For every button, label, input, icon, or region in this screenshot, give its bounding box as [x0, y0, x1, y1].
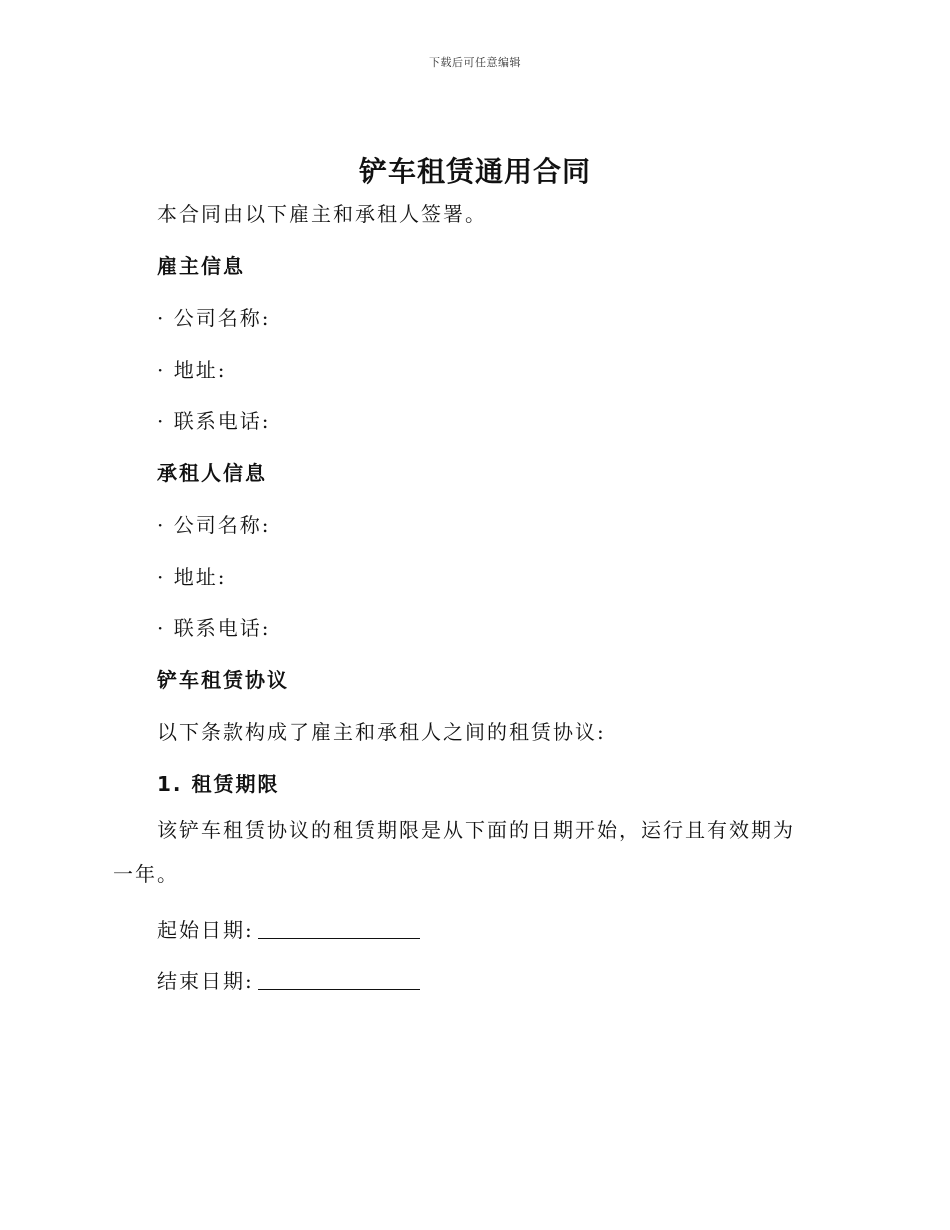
lessee-heading: 承租人信息: [157, 461, 267, 485]
section1-heading: 1. 租赁期限: [157, 772, 280, 796]
employer-company-label: · 公司名称:: [157, 306, 271, 330]
start-date-blank: [258, 920, 420, 939]
employer-phone-label: · 联系电话:: [157, 409, 271, 433]
start-date-label: 起始日期:: [157, 918, 254, 942]
document-title: 铲车租赁通用合同: [358, 155, 591, 188]
employer-address-label: · 地址:: [157, 358, 227, 382]
lessee-phone-label: · 联系电话:: [157, 616, 271, 640]
intro-text: 本合同由以下雇主和承租人签署。: [157, 202, 487, 226]
end-date-label: 结束日期:: [157, 969, 254, 993]
start-date-row: [157, 914, 420, 943]
agreement-intro: 以下条款构成了雇主和承租人之间的租赁协议:: [157, 720, 606, 744]
end-date-blank: [258, 971, 420, 990]
lessee-address-label: · 地址:: [157, 565, 227, 589]
employer-heading: 雇主信息: [157, 254, 245, 278]
section1-text: 该铲车租赁协议的租赁期限是从下面的日期开始，运行且有效期为一年。: [113, 818, 795, 886]
lessee-company-label: · 公司名称:: [157, 513, 271, 537]
end-date-row: [157, 965, 420, 994]
agreement-heading: 铲车租赁协议: [157, 668, 289, 692]
header-note: 下载后可任意编辑: [429, 56, 521, 69]
